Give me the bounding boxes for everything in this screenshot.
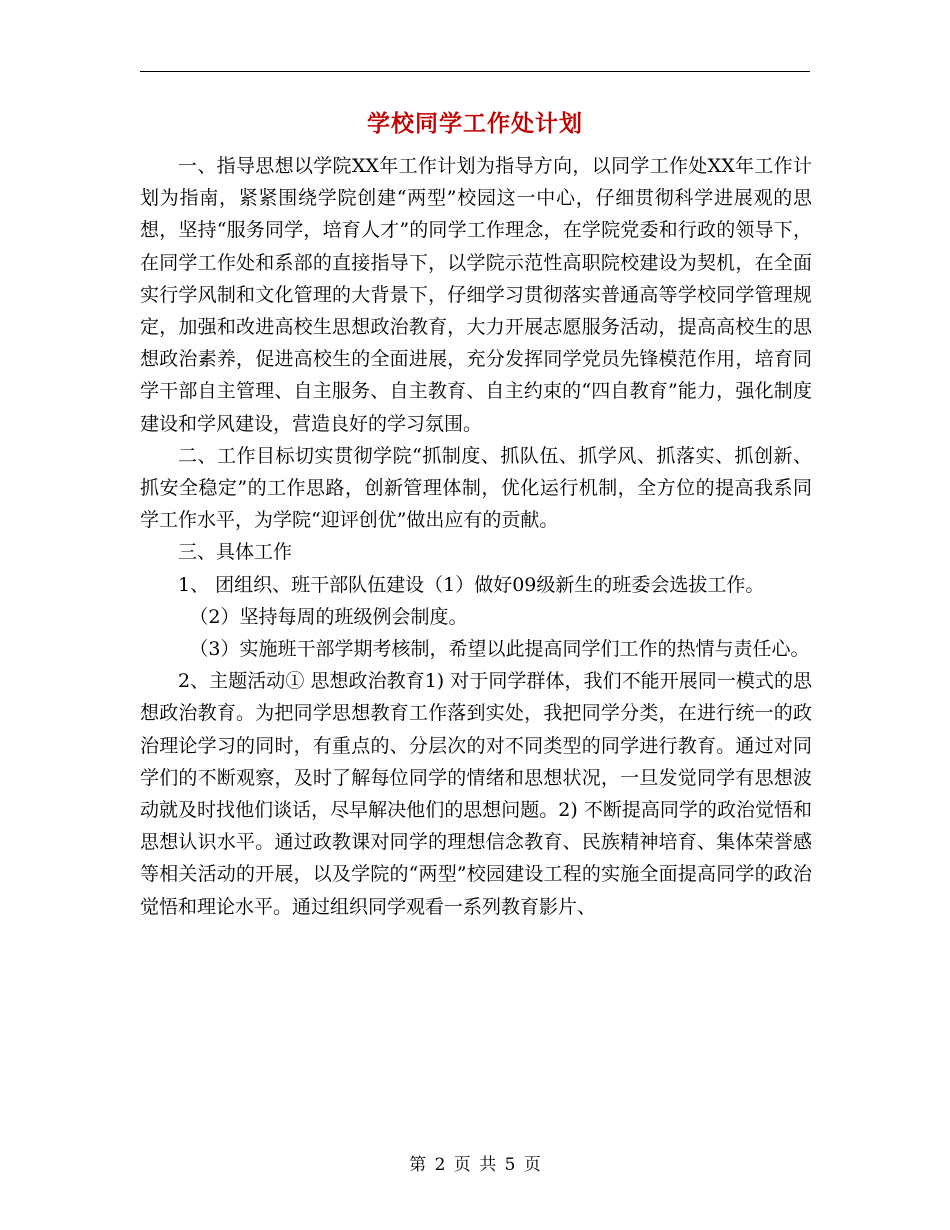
page-number-footer: 第 2 页 共 5 页 [409, 1155, 541, 1175]
paragraph-work-goals: 二、工作目标切实贯彻学院“抓制度、抓队伍、抓学风、抓落实、抓创新、抓安全稳定”的工作思路，创新管理体制，优化运行机制，全方位的提高我系同学工作水平，为学院“迎评创优”做出应有的贡献。 [140, 444, 812, 532]
paragraph-team-building: 1、 团组织、班干部队伍建设（1）做好09级新生的班委会选拔工作。 [178, 573, 765, 596]
paragraph-weekly-meeting: （2）坚持每周的班级例会制度。 [189, 605, 468, 628]
document-title: 学校同学工作处计划 [367, 110, 583, 137]
paragraph-specific-work-heading: 三、具体工作 [178, 541, 293, 564]
document-body [140, 150, 812, 923]
paragraph-theme-activities: 2、主题活动① 思想政治教育1) 对于同学群体，我们不能开展同一模式的思想政治教育。为把同学思想教育工作落到实处，我把同学分类，在进行统一的政治理论学习的同时，有重点的、分层次的对不同类型的同学进行教育。通过对同学们的不断观察，及时了解每位同学的情绪和思想状况，一旦发觉同学有思想波动就及时找他们谈话，尽早解决他们的思想问题。2) 不断提高同学的政治觉悟和思想认识水平。通过政教课对同学的理想信念教育、民族精神培育、集体荣誉感等相关活动的开展，以及学院的“两型”校园建设工程的实施全面提高同学的政治觉悟和理论水平。通过组织同学观看一系列教育影片、 [140, 670, 812, 918]
header-rule [140, 71, 810, 72]
paragraph-guiding-ideology: 一、指导思想以学院XX年工作计划为指导方向，以同学工作处XX年工作计划为指南，紧紧围绕学院创建“两型”校园这一中心，仔细贯彻科学进展观的思想，坚持“服务同学，培育人才”的同学工作理念，在学院党委和行政的领导下，在同学工作处和系部的直接指导下，以学院示范性高职院校建设为契机，在全面实行学风制和文化管理的大背景下，仔细学习贯彻落实普通高等学校同学管理规定，加强和改进高校生思想政治教育，大力开展志愿服务活动，提高高校生的思想政治素养，促进高校生的全面进展，充分发挥同学党员先锋模范作用，培育同学干部自主管理、自主服务、自主教育、自主约束的“四自教育”能力，强化制度建设和学风建设，营造良好的学习氛围。 [140, 155, 812, 435]
paragraph-cadre-assessment: （3）实施班干部学期考核制，希望以此提高同学们工作的热情与责任心。 [189, 638, 810, 661]
